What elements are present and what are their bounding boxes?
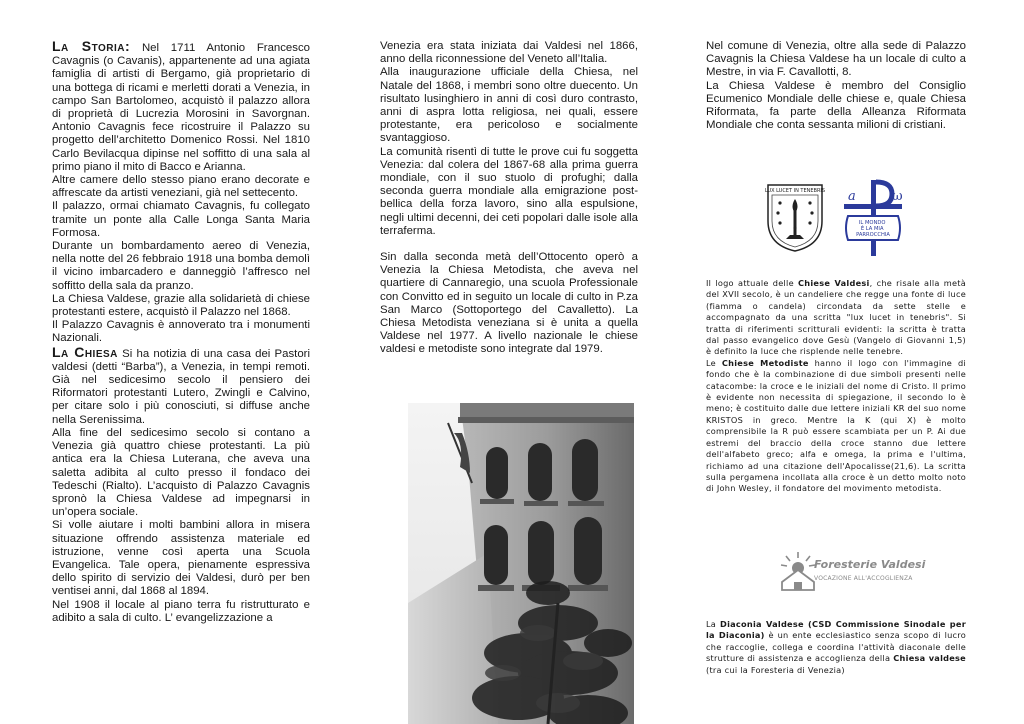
col2-paragraph-1: Venezia era stata iniziata dai Valdesi nel 1866, anno della riconnessione del Veneto all’Italia. xyxy=(380,40,638,66)
omega-letter: ω xyxy=(892,189,903,204)
chiesa-paragraph-3: Si volle aiutare i molti bambini allora in misera situazione offrendo assistenza materiale ed istruzione, venne così aperta una Scuola Evangelica. Tale opera, pienamente espressiva dello spirito di servizio dei Valdesi, durò per ben ventisei anni, dal 1868 al 1894. xyxy=(52,519,310,598)
logos-description xyxy=(706,278,966,495)
storia-paragraph-1 xyxy=(52,40,310,174)
palazzo-photo xyxy=(408,403,634,724)
col2-paragraph-4: Sin dalla seconda metà dell’Ottocento operò a Venezia la Chiesa Metodista, che aveva nel quartiere di Cannaregio, una scuola Professionale con Convitto ed in seguito un locale di culto in P.za San Marco (Sottoportego del Cavalletto). La Chiesa Metodista veneziana si è unita a quella Valdese nel 1977. A livello nazionale le chiese valdesi e metodiste sono integrate dal 1979. xyxy=(380,251,638,356)
storia-paragraph-2: Altre camere dello stesso piano erano decorate e affrescate da artisti veneziani, già nel settecento. xyxy=(52,174,310,200)
col2-paragraph-2: Alla inaugurazione ufficiale della Chiesa, nel Natale del 1868, i membri sono oltre duecento. Un risultato lusinghiero in anni di così duro contrasto, anni di aspra lotta religiosa, nei quali, essere protestante, era pericoloso e socialmente svantaggioso. xyxy=(380,66,638,145)
valdese-logo xyxy=(764,181,826,253)
diaconia-description xyxy=(706,619,966,676)
metodista-scroll-text: IL MONDO È LA MIA PARROCCHIA xyxy=(856,220,890,238)
column-left xyxy=(52,40,310,625)
chiesa-heading: La Chiesa xyxy=(52,343,118,360)
storia-p1-text: Nel 1711 Antonio Francesco Cavagnis (o Cavanis), appartenente ad una agiata famiglia di artisti di Bergamo, già proprietario di una bottega di ricami e merletti dorati a Venezia, in campo San Bartolomeo, acquistò il palazzo allora di proprietà di Lucrezia Morosini in Savorgnan. Antonio Cavagnis fece ricostruire il Palazzo su progetto dell’architetto Domenico Rossi. Nel 1810 Carlo Bevilacqua dipinse nel soffitto di una sala al primo piano il mito di Bacco e Arianna. xyxy=(52,42,310,173)
diaconia-paragraph: La Diaconia Valdese (CSD Commissione Sinodale per la Diaconia) è un ente ecclesiastico senza scopo di lucro che raccoglie, collega e coordina l'attività diaconale delle strutture di assistenza e accoglienza della Chiesa valdese (tra cui la Foresteria di Venezia) xyxy=(706,619,966,675)
foresterie-title: Foresterie Valdesi xyxy=(814,558,926,571)
storia-paragraph-3: Il palazzo, ormai chiamato Cavagnis, fu collegato tramite un ponte alla Calle Longa Santa Maria Formosa. xyxy=(52,200,310,239)
valdese-motto: LUX LUCET IN TENEBRIS xyxy=(764,188,826,194)
col3-paragraph-2: La Chiesa Valdese è membro del Consiglio Ecumenico Mondiale delle chiese e, quale Chiesa Riformata, fa parte della Alleanza Riformata Mondiale che conta sessanta milioni di cristiani. xyxy=(706,79,966,132)
column-right xyxy=(706,40,966,132)
chiesa-p1-text: Si ha notizia di una casa dei Pastori valdesi (detti “Barba”), a Venezia, in tempi remoti. Già nel sedicesimo secolo il pensiero dei Riformatori protestanti Lutero, Zwingli e Calvino, per citare solo i più conosciuti, si diffuse anche nella Serenissima. xyxy=(52,347,311,426)
col3-paragraph-1: Nel comune di Venezia, oltre alla sede di Palazzo Cavagnis la Chiesa Valdese ha un locale di culto a Mestre, in via F. Cavallotti, 8. xyxy=(706,40,966,79)
storia-heading: La Storia: xyxy=(52,38,131,54)
foresterie-tagline: VOCAZIONE ALL'ACCOGLIENZA xyxy=(814,575,913,582)
valdese-logo-description: Il logo attuale delle Chiese Valdesi, che risale alla metà del XVII secolo, è un candeliere che regge una fonte di luce (fiamma o candela) circondata da sette stelle e accompagnato da una scritta "lux lucet in tenebris". Si tratta di riferimenti scritturali evidenti: la scritta è tratta dal passo evangelico dove Gesù (Vangelo di Giovanni 1,5) è definito la luce che risplende nelle tenebre. xyxy=(706,278,966,357)
metodista-logo-description: Le Chiese Metodiste hanno il logo con l'immagine di fondo che è la combinazione di due simboli presenti nelle catacombe: la croce e le iniziali del nome di Cristo. Il primo è evidente non necessita di spiegazione, il secondo lo è meno; è costituito dalle due lettere iniziali KR del suo nome KRISTOS in greco. Mentre la K (qui X) è molto comprensibile la R può essere scambiata per un P. Ai due estremi del braccio della croce stanno due lettere dell'alfabeto greco; alfa e omega, la prima e l'ultima, richiamo ad una citazione dell'Apocalisse(21,6). La scritta sulla pergamena incollata alla croce è un detto molto noto di John Wesley, il fondatore del movimento metodista. xyxy=(706,357,966,494)
chiesa-paragraph-4: Nel 1908 il locale al piano terra fu ristrutturato e adibito a sala di culto. L’ evangelizzazione a xyxy=(52,598,310,624)
chiesa-paragraph-1 xyxy=(52,343,311,427)
storia-paragraph-6: Il Palazzo Cavagnis è annoverato tra i monumenti Nazionali. xyxy=(52,319,310,345)
alpha-letter: a xyxy=(848,189,856,204)
storia-paragraph-4: Durante un bombardamento aereo di Venezia, nella notte del 26 febbraio 1918 una bomba demolì il vicino imbarcadero e danneggiò l’affresco nel soffitto della sala da pranzo. xyxy=(52,240,310,292)
col2-paragraph-3: La comunità risentì di tutte le prove cui fu soggetta Venezia: dal colera del 1867-68 alla prima guerra mondiale, con il suo stuolo di profughi; dalla seconda guerra mondiale alla emigrazione post-bellica della forza lavoro, sino alla espulsione, negli ultimi decenni, dei ceti popolari dalle isole alla terraferma. xyxy=(380,145,638,237)
chiesa-paragraph-2: Alla fine del sedicesimo secolo si contano a Venezia già quattro chiese protestanti. La più antica era la Chiesa Luterana, che aveva una saletta adibita al culto presso il fondaco dei Tedeschi (Rialto). L’acquisto di Palazzo Cavagnis spronò la Chiesa Valdese ad impegnarsi in un’opera sociale. xyxy=(52,426,310,519)
metodista-logo xyxy=(838,176,908,260)
storia-paragraph-5: La Chiesa Valdese, grazie alla solidarietà di chiese protestanti estere, acquistò il Palazzo nel 1868. xyxy=(52,292,310,319)
column-middle xyxy=(380,40,638,357)
